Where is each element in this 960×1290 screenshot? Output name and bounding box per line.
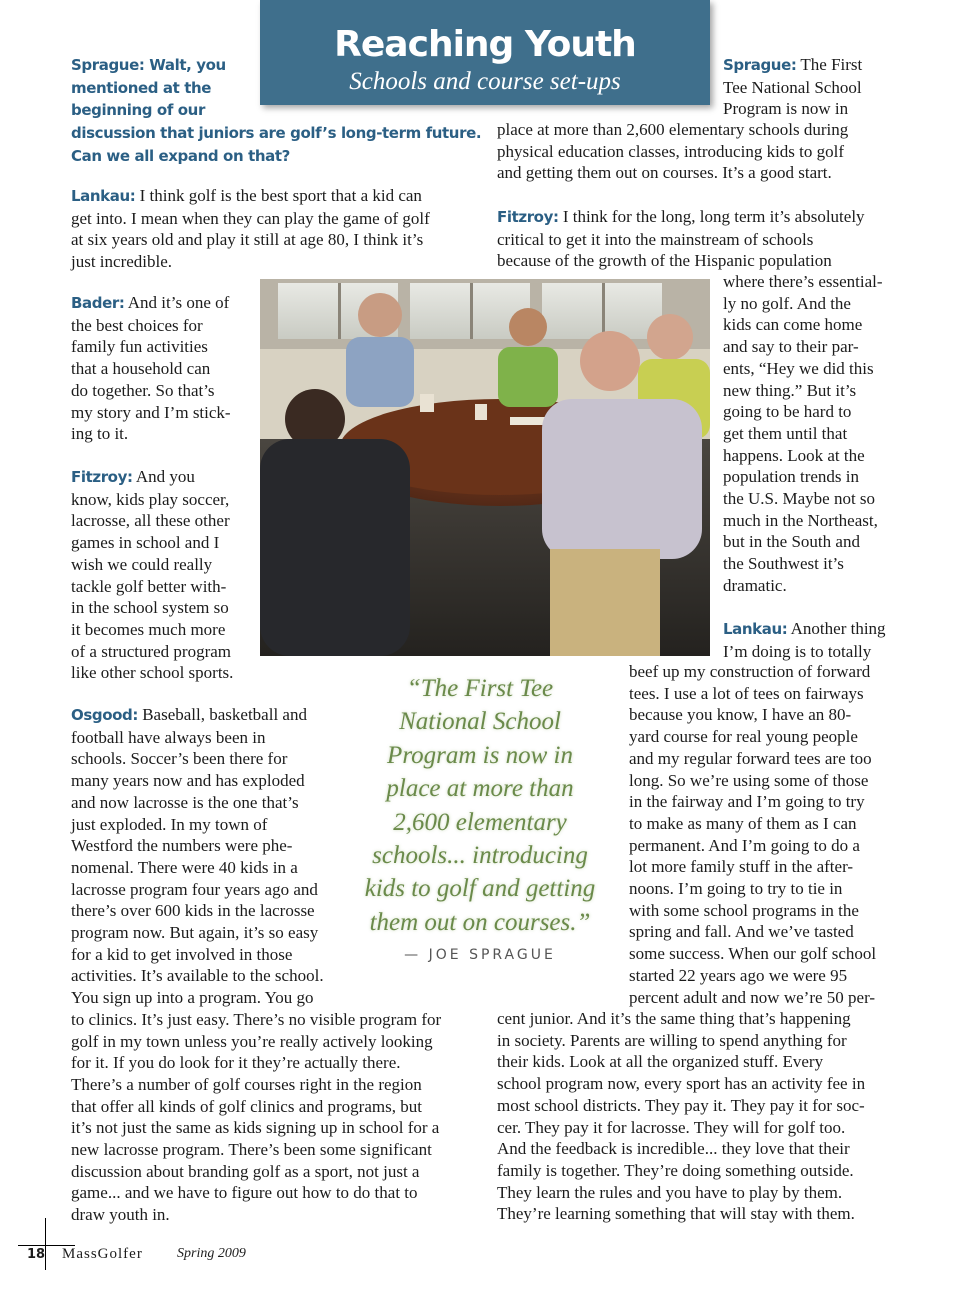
speaker-label: Fitzroy: <box>71 468 133 486</box>
paragraph-fitzroy-1: Fitzroy: And you know, kids play soccer, lacrosse, all these other games in school and I wish we could really tackle golf better with- in the school system so it becomes much more of a structured program like other school sports. <box>71 467 234 683</box>
paragraph-sprague-answer-top: Sprague: The First Tee National School Program is now in <box>723 55 863 119</box>
speaker-label: Osgood: <box>71 706 138 724</box>
pull-quote-attribution: — JOE SPRAGUE <box>404 947 556 964</box>
issue-date: Spring 2009 <box>177 1246 246 1261</box>
paragraph-sprague-question: Sprague: Walt, you mentioned at the beginning of our discussion that juniors are golf’s long-term future. Can we all expand on that? <box>71 56 482 165</box>
speaker-label: Lankau: <box>723 620 788 638</box>
paragraph-fitzroy-2-top: Fitzroy: I think for the long, long term it’s absolutely critical to get it into the mainstream of schools because of the growth of the Hispanic population <box>497 207 865 271</box>
paragraph-lankau-1: Lankau: I think golf is the best sport that a kid can get into. I mean when they can play the game of golf at six years old and play it still at age 80, I think it’s just incredible. <box>71 186 430 272</box>
speaker-label: Sprague: <box>71 56 145 74</box>
publication-name: MassGolfer <box>62 1246 143 1262</box>
page-number: 18 <box>27 1247 46 1262</box>
speaker-label: Lankau: <box>71 187 136 205</box>
paragraph-bader: Bader: And it’s one of the best choices for family fun activities that a household can do together. So that’s my story and I’m stick- ing to it. <box>71 293 231 444</box>
roundtable-photo <box>260 279 710 656</box>
speaker-label: Sprague: <box>723 56 797 74</box>
speaker-label: Fitzroy: <box>497 208 559 226</box>
section-title: Reaching Youth <box>334 24 636 65</box>
speaker-label: Bader: <box>71 294 125 312</box>
roundtable-photo-image <box>260 279 710 656</box>
paragraph-lankau-2-rest: cent junior. And it’s the same thing that’s happening in society. Parents are willing to spend anything for their kids. Look at all the organized stuff. Every school program now, every sport has an activity fee in most school districts. They pay it. They pay it for soc- cer. They pay it for lacrosse. They will for golf too. And the feedback is incredible... they love that their family is together. They’re doing something outside. They learn the rules and you have to play by them. They’re learning something that will stay with them. <box>497 1009 866 1224</box>
crop-mark-vertical <box>45 1218 46 1270</box>
pull-quote-text: “The First Tee National School Program is now in place at more than 2,600 elementary schools... introducing kids to golf and getting them out on courses.” <box>364 675 596 936</box>
pull-quote <box>363 672 597 963</box>
section-subtitle: Schools and course set-ups <box>349 68 621 95</box>
paragraph-osgood: Osgood: Baseball, basketball and football have always been in schools. Soccer’s been there for many years now and has exploded and now lacrosse is the one that’s just exploded. In my town of Westford the numbers were phe- nomenal. There were 40 kids in a lacrosse program four years ago and there’s over 600 kids in the lacrosse program now. But again, it’s so easy for a kid to get involved in those activities. It’s available to the school. You sign up into a program. You go to clinics. It’s just easy. There’s no visible program for golf in my town unless you’re really actively looking for it. If you do look for it they’re actually there. There’s a number of golf courses right in the region that offer all kinds of golf clinics and programs, but it’s not just the same as kids signing up in school for a new lacrosse program. There’s been some significant discussion about branding golf as a sport, not just a game... and we have to figure out how to do that to draw youth in. <box>71 705 442 1225</box>
paragraph-lankau-2-top: Lankau: Another thing I’m doing is to totally <box>723 619 886 661</box>
paragraph-lankau-2-mid: beef up my construction of forward tees. I use a lot of tees on fairways because you know, I have an 80- yard course for real young people and my regular forward tees are too long. So we’re using some of those in the fairway and I’m going to try to make as many of them as I can permanent. And I’m going to do a lot more family stuff in the after- noons. I’m going to try to tie in with some school programs in the spring and fall. And we’ve tasted some success. When our golf school started 22 years ago we were 95 percent adult and now we’re 50 per- <box>629 662 877 1007</box>
paragraph-sprague-answer-rest: place at more than 2,600 elementary schools during physical education classes, introducing kids to golf and getting them out on courses. It’s a good start. <box>497 120 849 183</box>
paragraph-fitzroy-2-rest: where there’s essential- ly no golf. And the kids can come home and say to their par- ents, “Hey we did this new thing.” But it’s going to be hard to get them until that happens. Look at the population trends in the U.S. Maybe not so much in the Northeast, but in the South and the Southwest it’s dramatic. <box>723 272 883 595</box>
